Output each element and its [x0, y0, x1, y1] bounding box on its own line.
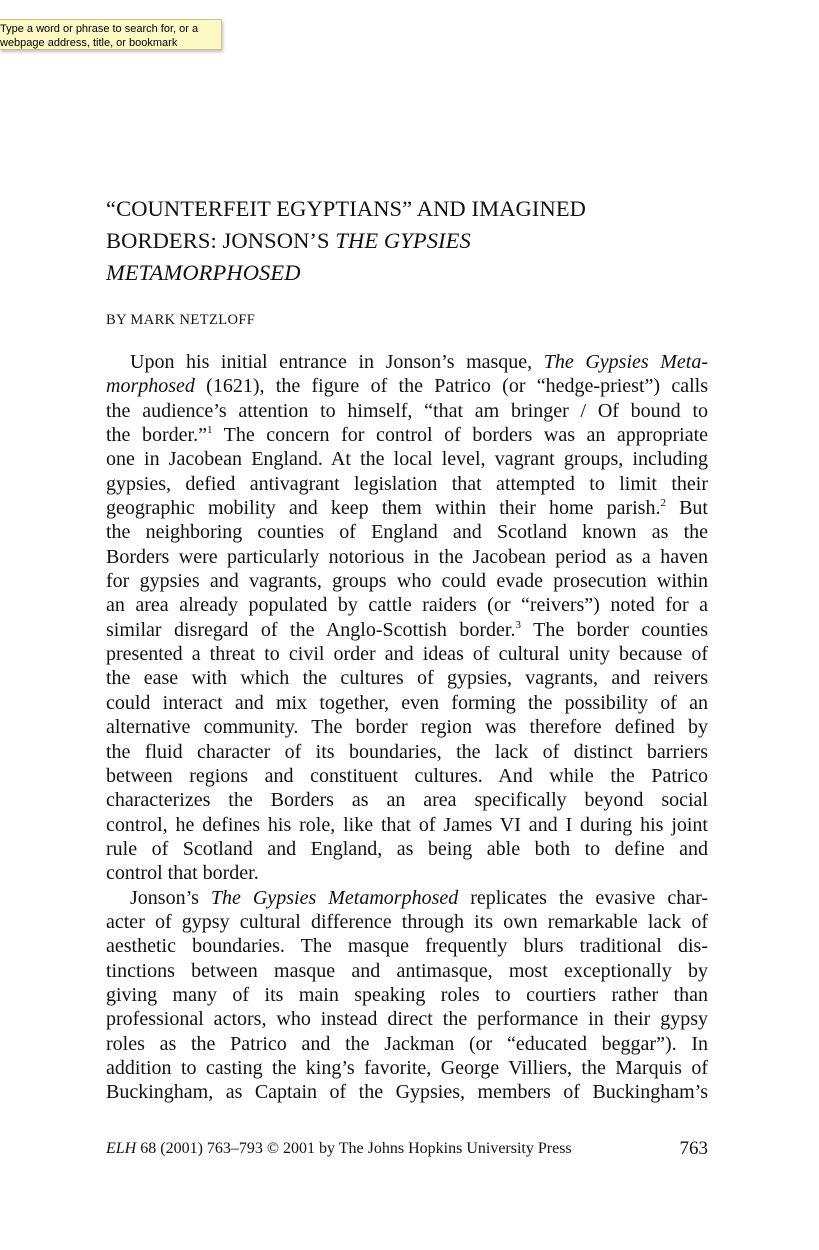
- author-byline: BY MARK NETZLOFF: [106, 312, 256, 328]
- text-line: [106, 642, 708, 666]
- text-run: could interact and mix together, even forming the possibility of an: [106, 691, 708, 714]
- text-run: presented a threat to civil order and ideas of cultural unity because of: [106, 643, 708, 666]
- body-paragraph: [106, 886, 708, 1105]
- text-run: the audience’s attention to himself, “that am bringer / Of bound to: [106, 399, 708, 422]
- text-line: [106, 861, 708, 885]
- article-body: [106, 350, 708, 1105]
- text-run: characterizes the Borders as an area specifically beyond social: [106, 789, 708, 812]
- text-line: [106, 886, 708, 910]
- text-line: [106, 1080, 708, 1104]
- text-line: [106, 764, 708, 788]
- text-line: [106, 1007, 708, 1031]
- article-title: [106, 193, 666, 289]
- tooltip-line-1: Type a word or phrase to search for, or a: [0, 23, 199, 35]
- text-line: [106, 423, 708, 447]
- text-run: rule of Scotland and England, as being able both to define and: [106, 837, 708, 860]
- journal-abbreviation: ELH: [106, 1140, 137, 1157]
- article-title-line-1: “COUNTERFEIT EGYPTIANS” AND IMAGINED: [106, 196, 587, 221]
- text-run: for gypsies and vagrants, groups who could evade prosecution within: [106, 570, 708, 593]
- citation-text: 68 (2001) 763–793 © 2001 by The Johns Hopkins University Press: [136, 1140, 572, 1157]
- text-line: [106, 813, 708, 837]
- text-line: [106, 569, 708, 593]
- text-run: tinctions between masque and antimasque, most exceptionally by: [106, 959, 708, 982]
- text-line: [106, 788, 708, 812]
- text-run: The concern for control of borders was an appropriate: [212, 424, 708, 447]
- text-line: [106, 545, 708, 569]
- text-run: acter of gypsy cultural difference through its own remarkable lack of: [106, 910, 708, 933]
- footnote-marker: 2: [660, 497, 666, 510]
- text-line: [106, 959, 708, 983]
- footnote-marker: 1: [206, 424, 213, 437]
- text-run: The border counties: [521, 618, 708, 641]
- text-run: the fluid character of its boundaries, the lack of distinct barriers: [106, 740, 708, 763]
- text-run: similar disregard of the Anglo-Scottish border.: [106, 618, 516, 641]
- text-line: [106, 934, 708, 958]
- text-line: [106, 837, 708, 861]
- page-number: 763: [679, 1138, 708, 1159]
- text-line: [106, 715, 708, 739]
- text-line: [106, 910, 708, 934]
- text-run: (1621), the figure of the Patrico (or “hedge-priest”) calls: [194, 375, 708, 398]
- text-run: giving many of its main speaking roles to courtiers rather than: [106, 983, 708, 1006]
- text-line: [106, 1032, 708, 1056]
- text-run: Buckingham, as Captain of the Gypsies, members of Buckingham’s: [106, 1081, 708, 1104]
- text-line: [106, 1056, 708, 1080]
- tooltip-line-2: webpage address, title, or bookmark: [0, 37, 178, 49]
- italic-title-run: The Gypsies Metamorphosed: [210, 886, 459, 909]
- article-title-line-3-italic: METAMORPHOSED: [106, 260, 301, 285]
- footer-citation: [106, 1140, 572, 1158]
- text-run: control that border.: [106, 862, 259, 885]
- text-line: [106, 691, 708, 715]
- text-line: [106, 350, 708, 374]
- text-run: one in Jacobean England. At the local level, vagrant groups, including: [106, 448, 708, 471]
- text-run: Jonson’s: [130, 886, 211, 909]
- text-run: the ease with which the cultures of gypsies, vagrants, and reivers: [106, 667, 708, 690]
- text-run: Upon his initial entrance in Jonson’s masque,: [130, 351, 544, 373]
- footnote-marker: 3: [515, 618, 521, 631]
- text-run: roles as the Patrico and the Jackman (or “educated beggar”). In: [106, 1032, 708, 1055]
- text-run: the border.”: [106, 424, 207, 447]
- address-bar-tooltip: [0, 19, 222, 50]
- article-title-line-2-italic: THE GYPSIES: [335, 228, 471, 253]
- text-run: Borders were particularly notorious in the Jacobean period as a haven: [106, 545, 708, 568]
- text-run: between regions and constituent cultures. And while the Patrico: [106, 764, 708, 787]
- text-run: an area already populated by cattle raiders (or “reivers”) noted for a: [106, 594, 708, 617]
- text-run: replicates the evasive char-: [458, 886, 708, 909]
- text-line: [106, 374, 708, 398]
- text-run: aesthetic boundaries. The masque frequently blurs traditional dis-: [106, 935, 708, 958]
- text-run: the neighboring counties of England and Scotland known as the: [106, 521, 708, 544]
- article-title-line-2-roman: BORDERS: JONSON’S: [106, 228, 336, 253]
- italic-title-run: morphosed: [106, 375, 195, 398]
- text-line: [106, 666, 708, 690]
- article-title-line-2: [106, 225, 666, 257]
- italic-title-run: The Gypsies Meta-: [543, 351, 708, 373]
- article-title-line-3: [106, 257, 666, 289]
- text-run: But: [665, 497, 708, 520]
- text-run: alternative community. The border region was therefore defined by: [106, 716, 708, 739]
- text-run: gypsies, defied antivagrant legislation that attempted to limit their: [106, 472, 708, 495]
- page-footer: [106, 1138, 710, 1164]
- text-line: [106, 447, 708, 471]
- text-line: [106, 399, 708, 423]
- text-run: addition to casting the king’s favorite, George Villiers, the Marquis of: [106, 1056, 708, 1079]
- text-line: [106, 983, 708, 1007]
- text-line: [106, 520, 708, 544]
- text-line: [106, 593, 708, 617]
- text-line: [106, 472, 708, 496]
- text-line: [106, 496, 708, 520]
- body-paragraph: [106, 350, 708, 886]
- text-run: geographic mobility and keep them within their home parish.: [106, 497, 661, 520]
- text-line: [106, 740, 708, 764]
- text-run: professional actors, who instead direct the performance in their gypsy: [106, 1008, 708, 1031]
- text-line: [106, 618, 708, 642]
- text-run: control, he defines his role, like that of James VI and I during his joint: [106, 813, 708, 836]
